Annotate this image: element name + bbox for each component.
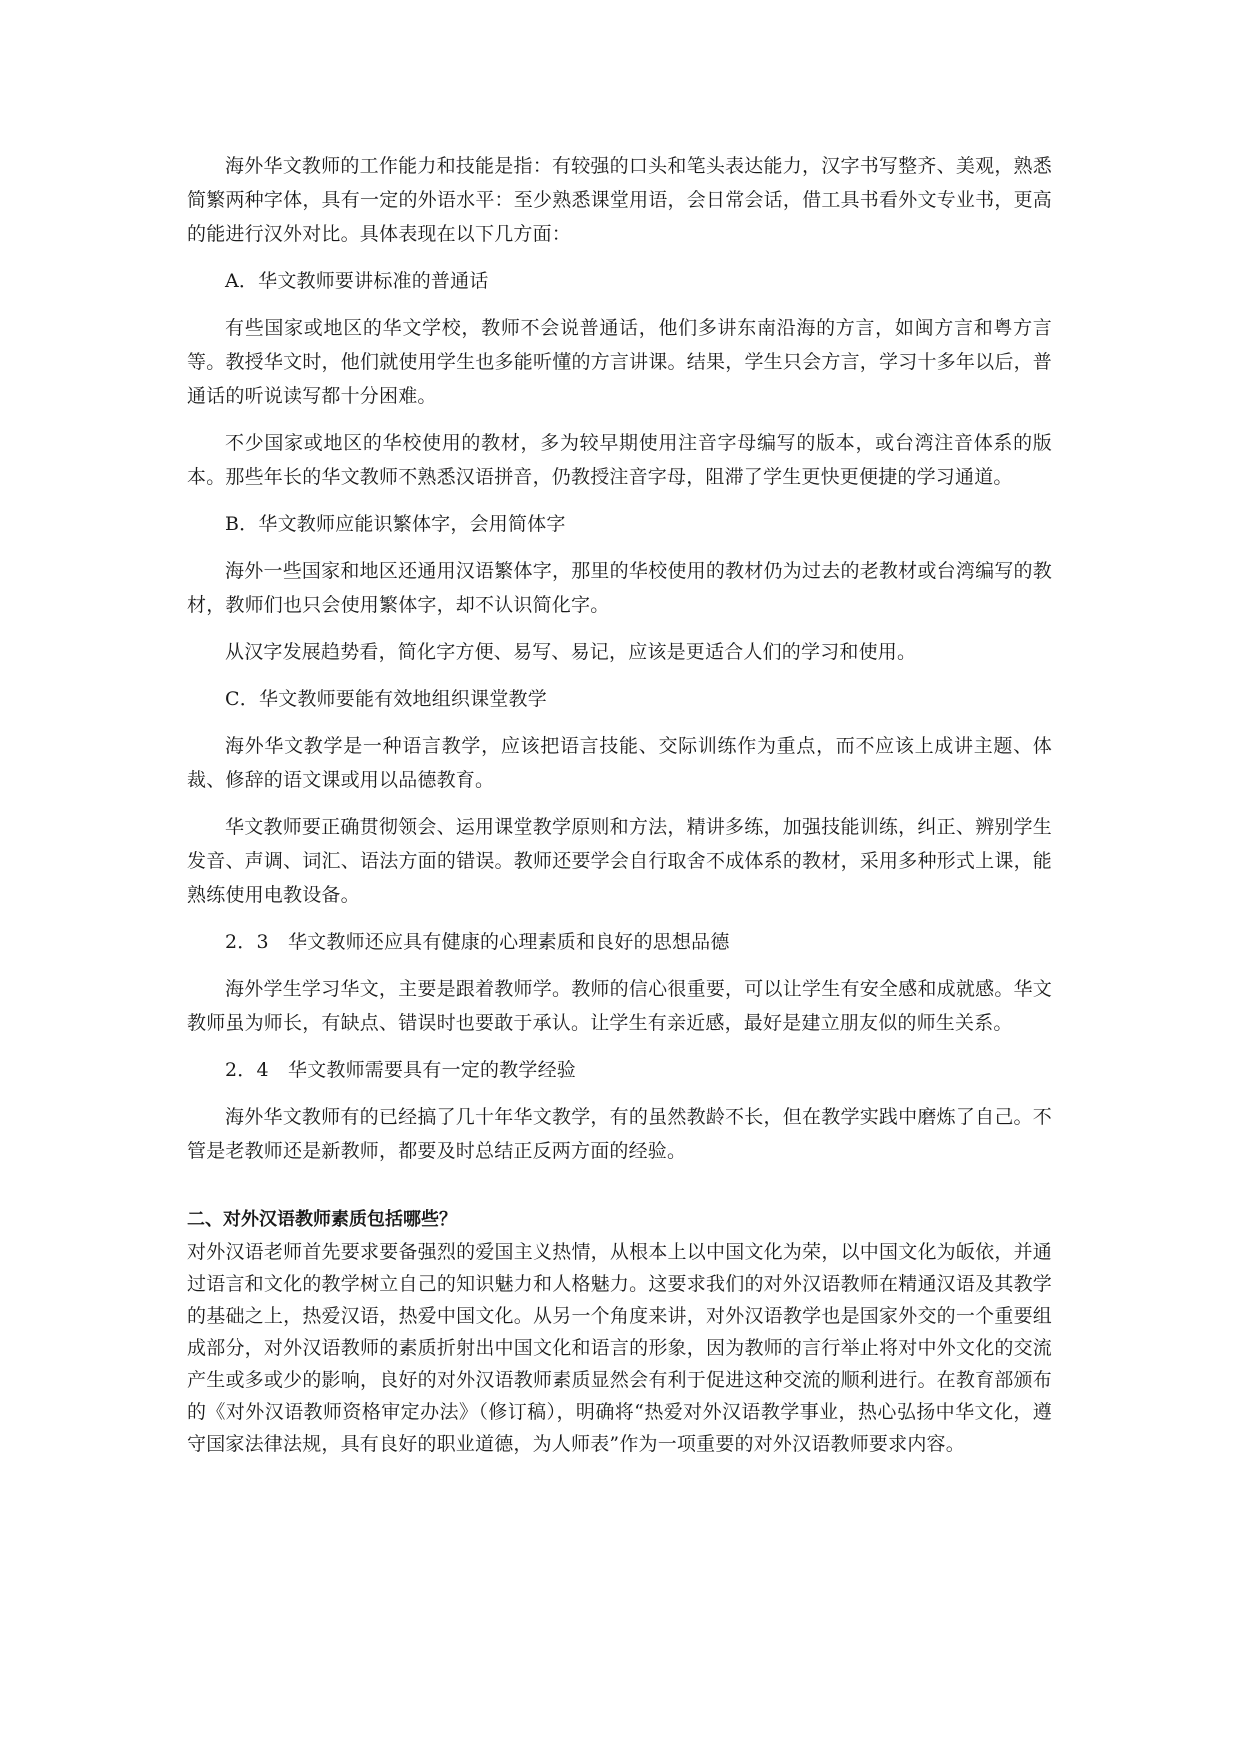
paragraph-experience: 海外华文教师有的已经搞了几十年华文教学，有的虽然教龄不长，但在教学实践中磨炼了自己。不管是老教师还是新教师，都要及时总结正反两方面的经验。: [187, 1106, 1052, 1162]
paragraph-dialects: 有些国家或地区的华文学校，教师不会说普通话，他们多讲东南沿海的方言，如闽方言和粤方言等。教授华文时，他们就使用学生也多能听懂的方言讲课。结果，学生只会方言，学习十多年以后，普通话的听说读写都十分困难。: [187, 317, 1052, 407]
heading-traditional-simplified: B．华文教师应能识繁体字，会用简体字: [225, 513, 566, 535]
heading-standard-mandarin: A．华文教师要讲标准的普通话: [225, 270, 489, 292]
heading-2-3-character: 2．3 华文教师还应具有健康的心理素质和良好的思想品德: [225, 931, 730, 953]
paragraph-traditional-usage: 海外一些国家和地区还通用汉语繁体字，那里的华校使用的教材仍为过去的老教材或台湾编写的教材，教师们也只会使用繁体字，却不认识简化字。: [187, 560, 1052, 616]
section-title: 二、对外汉语教师素质包括哪些？: [187, 1209, 457, 1230]
paragraph-textbooks: 不少国家或地区的华校使用的教材，多为较早期使用注音字母编写的版本，或台湾注音体系的版本。那些年长的华文教师不熟悉汉语拼音，仍教授注音字母，阻滞了学生更快更便捷的学习通道。: [187, 432, 1052, 488]
paragraph-confidence: 海外学生学习华文，主要是跟着教师学。教师的信心很重要，可以让学生有安全感和成就感。华文教师虽为师长，有缺点、错误时也要敢于承认。让学生有亲近感，最好是建立朋友似的师生关系。: [187, 978, 1052, 1034]
heading-2-4-experience: 2．4 华文教师需要具有一定的教学经验: [225, 1059, 576, 1081]
section-paragraph: 对外汉语老师首先要求要备强烈的爱国主义热情，从根本上以中国文化为荣，以中国文化为皈依，并通过语言和文化的教学树立自己的知识魅力和人格魅力。这要求我们的对外汉语教师在精通汉语及其教学的基础之上，热爱汉语，热爱中国文化。从另一个角度来讲，对外汉语教学也是国家外交的一个重要组成部分，对外汉语教师的素质折射出中国文化和语言的形象，因为教师的言行举止将对中外文化的交流产生或多或少的影响，良好的对外汉语教师素质显然会有利于促进这种交流的顺利进行。在教育部颁布的《对外汉语教师资格审定办法》（修订稿），明确将“热爱对外汉语教学事业，热心弘扬中华文化，遵守国家法律法规，具有良好的职业道德，为人师表”作为一项重要的对外汉语教师要求内容。: [187, 1241, 1052, 1455]
paragraph-language-teaching: 海外华文教学是一种语言教学，应该把语言技能、交际训练作为重点，而不应该上成讲主题、体裁、修辞的语文课或用以品德教育。: [187, 735, 1052, 791]
document-body: [187, 149, 1052, 1460]
heading-classroom-organization: C．华文教师要能有效地组织课堂教学: [225, 688, 547, 710]
paragraph-simplified-trend: 从汉字发展趋势看，简化字方便、易写、易记，应该是更适合人们的学习和使用。: [225, 641, 917, 663]
paragraph-teaching-methods: 华文教师要正确贯彻领会、运用课堂教学原则和方法，精讲多练，加强技能训练，纠正、辨别学生发音、声调、词汇、语法方面的错误。教师还要学会自行取舍不成体系的教材，采用多种形式上课，能熟练使用电教设备。: [187, 816, 1052, 906]
paragraph-skills-intro: 海外华文教师的工作能力和技能是指：有较强的口头和笔头表达能力，汉字书写整齐、美观，熟悉简繁两种字体，具有一定的外语水平：至少熟悉课堂用语，会日常会话，借工具书看外文专业书，更高的能进行汉外对比。具体表现在以下几方面：: [187, 155, 1052, 245]
